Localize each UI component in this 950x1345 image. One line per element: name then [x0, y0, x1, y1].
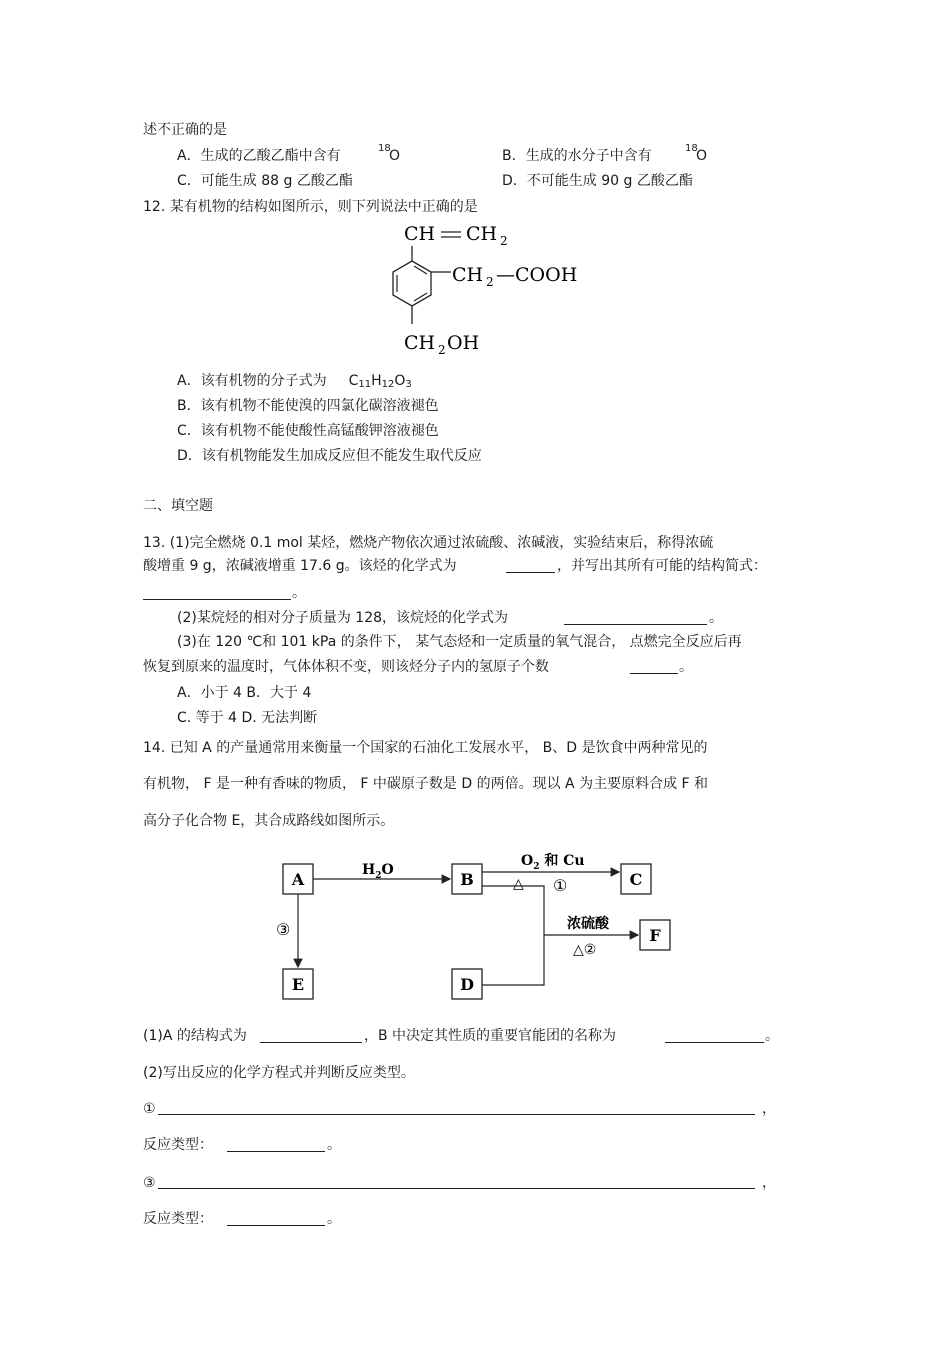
formula-h-sub: 12 — [381, 379, 395, 390]
q11-option-d: D．不可能生成 90 g 乙酸乙酯 — [502, 173, 693, 189]
q11-option-b: B．生成的水分子中含有 — [502, 148, 652, 164]
svg-text:A: A — [291, 870, 305, 889]
label-delta-2: △② — [573, 942, 597, 958]
q13-formula-blank[interactable] — [506, 572, 555, 573]
box-f — [640, 920, 670, 950]
q14-type1-end: 。 — [327, 1137, 341, 1153]
q11-option-a-element: O — [389, 148, 401, 164]
q14-eq1-mark: ① — [143, 1101, 156, 1117]
q12-option-a-text: A．该有机物的分子式为 — [177, 373, 327, 389]
svg-text:B: B — [460, 870, 474, 889]
structure-formula — [380, 218, 600, 358]
q12-option-c: C．该有机物不能使酸性高锰酸钾溶液褪色 — [177, 423, 439, 439]
q14-type1-label: 反应类型： — [143, 1137, 213, 1153]
synthesis-route-diagram — [270, 842, 690, 1012]
q14-type3-end: 。 — [327, 1211, 341, 1227]
q14-line2: 有机物， F 是一种有香味的物质， F 中碳原子数是 D 的两倍。现以 A 为主要原料合成 F 和 — [143, 776, 709, 792]
q11-option-b-superscript: 18 — [685, 143, 698, 154]
q13-part3-line2: 恢复到原来的温度时，气体体积不变，则该烃分子内的氢原子个数 — [143, 659, 549, 675]
q14-type3-label: 反应类型： — [143, 1211, 213, 1227]
q13-part1-end: 。 — [292, 585, 306, 601]
q13-part2-blank[interactable] — [564, 624, 707, 625]
svg-text:D: D — [460, 975, 474, 994]
label-delta-1: △ — [513, 876, 524, 892]
svg-text:C: C — [629, 870, 643, 889]
q14-part1-end: 。 — [765, 1028, 779, 1044]
q12-option-b: B．该有机物不能使溴的四氯化碳溶液褪色 — [177, 398, 439, 414]
q14-line1: 14. 已知 A 的产量通常用来衡量一个国家的石油化工发展水平， B、D 是饮食中两种常见的 — [143, 740, 708, 756]
q13-structure-blank[interactable] — [143, 599, 291, 600]
q12-stem: 12. 某有机物的结构如图所示，则下列说法中正确的是 — [143, 199, 478, 215]
q14-eq1-blank[interactable] — [158, 1114, 755, 1115]
q12-option-a — [177, 372, 412, 394]
box-b — [452, 864, 482, 894]
formula-o-sub: 3 — [405, 379, 412, 390]
struct-ch-top: CH — [404, 223, 436, 245]
formula-h: H — [371, 373, 382, 389]
q14-line3: 高分子化合物 E，其合成路线如图所示。 — [143, 813, 395, 829]
q13-part2: (2)某烷烃的相对分子质量为 128，该烷烃的化学式为 — [177, 610, 509, 626]
box-e — [283, 969, 313, 999]
struct-ch2-side-sub: 2 — [486, 275, 494, 289]
box-d — [452, 969, 482, 999]
struct-oh: OH — [447, 332, 480, 354]
struct-ch2-side: CH — [452, 264, 484, 286]
q14-type1-blank[interactable] — [227, 1151, 325, 1152]
section-heading: 二、填空题 — [143, 498, 213, 514]
svg-text:F: F — [649, 926, 661, 945]
q13-part1-line1: 13. (1)完全燃烧 0.1 mol 某烃，燃烧产物依次通过浓硫酸、浓碱液，实验结束后，称得浓硫 — [143, 535, 714, 551]
q13-part3-end: 。 — [679, 659, 693, 675]
label-o2-cu: $O_2$ 和 Cu — [521, 853, 585, 872]
q14-eq3-comma: ， — [762, 1175, 776, 1191]
svg-text:E: E — [291, 975, 305, 994]
q13-part1-line2b: ，并写出其所有可能的结构简式： — [557, 558, 767, 574]
q14-a-structure-blank[interactable] — [260, 1042, 362, 1043]
q11-option-a: A．生成的乙酸乙酯中含有 — [177, 148, 341, 164]
formula-c: C — [348, 373, 359, 389]
q14-part1a: (1)A 的结构式为 — [143, 1028, 247, 1044]
q13-options-ab: A．小于 4 B．大于 4 — [177, 685, 312, 701]
q11-option-b-element: O — [696, 148, 708, 164]
struct-ch2oh: CH — [404, 332, 436, 354]
q13-part3-blank[interactable] — [630, 673, 678, 674]
label-conc-acid: 浓硫酸 — [567, 916, 609, 932]
formula-c-sub: 11 — [358, 379, 372, 390]
q14-part2: (2)写出反应的化学方程式并判断反应类型。 — [143, 1065, 415, 1081]
q14-type3-blank[interactable] — [227, 1225, 325, 1226]
label-h2o: $H_2O$ — [362, 862, 394, 881]
q11-stem-tail: 述不正确的是 — [143, 122, 227, 138]
struct-ch2oh-sub: 2 — [438, 343, 446, 357]
q13-part2-end: 。 — [709, 610, 723, 626]
q13-part1-line2a: 酸增重 9 g，浓碱液增重 17.6 g。该烃的化学式为 — [143, 558, 457, 574]
q14-eq1-comma: ， — [762, 1101, 776, 1117]
q13-part3-line1: (3)在 120 ℃和 101 kPa 的条件下， 某气态烃和一定质量的氧气混合， 点燃完全反应后再 — [177, 634, 742, 650]
label-circle-3: ③ — [276, 920, 291, 939]
struct-ch2-top-sub: 2 — [500, 234, 508, 248]
q11-option-c: C．可能生成 88 g 乙酸乙酯 — [177, 173, 353, 189]
box-c — [621, 864, 651, 894]
q14-eq3-mark: ③ — [143, 1175, 156, 1191]
struct-cooh: —COOH — [496, 264, 578, 286]
struct-ch2-top: CH — [466, 223, 498, 245]
q14-functional-group-blank[interactable] — [665, 1042, 764, 1043]
q13-options-cd: C. 等于 4 D. 无法判断 — [177, 710, 318, 726]
formula-o: O — [394, 373, 406, 389]
box-a — [283, 864, 313, 894]
q14-eq3-blank[interactable] — [158, 1188, 755, 1189]
q11-option-a-superscript: 18 — [378, 143, 391, 154]
connector-b-d — [482, 886, 544, 985]
label-circle-1: ① — [553, 876, 568, 895]
q12-option-d: D．该有机物能发生加成反应但不能发生取代反应 — [177, 448, 482, 464]
q14-part1b: ，B 中决定其性质的重要官能团的名称为 — [364, 1028, 617, 1044]
